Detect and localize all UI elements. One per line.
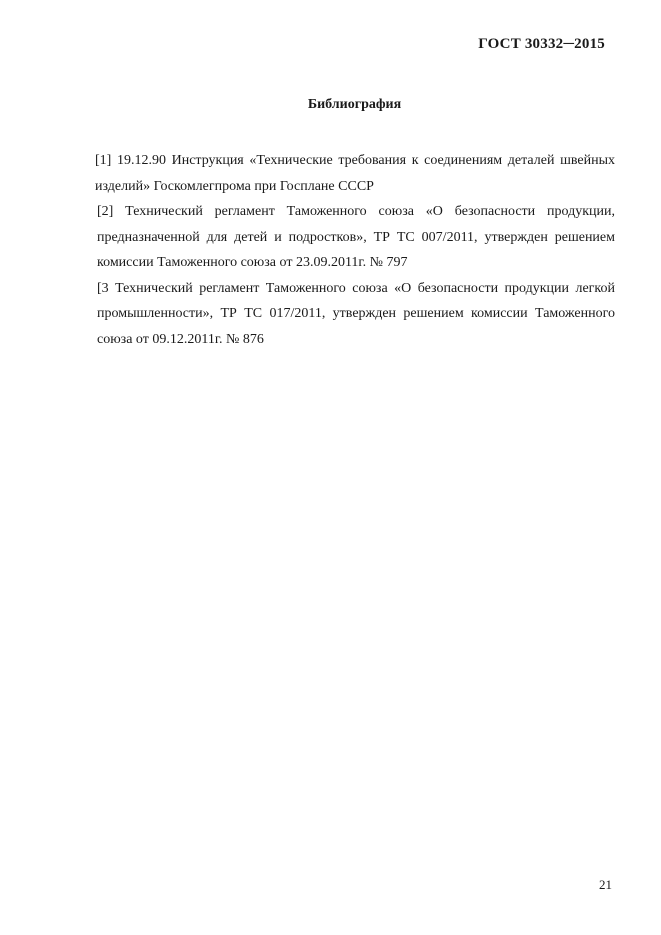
- bibliography-entry-3: [3 Технический регламент Таможенного союза «О безопасности продукции легкой промышленности», ТР ТС 017/2011, утвержден решением комиссии Таможенного союза от 09.12.2011г. № 876: [97, 280, 615, 347]
- bibliography-entry-2: [2] Технический регламент Таможенного союза «О безопасности продукции, предназначенной для детей и подростков», ТР ТС 007/2011, утвержден решением комиссии Таможенного союза от 23.09.2011г. № 797: [97, 204, 615, 270]
- bibliography-list: [95, 148, 615, 352]
- page-number: 21: [599, 877, 612, 892]
- document-code: ГОСТ 30332─2015: [478, 36, 605, 52]
- section-title: Библиография: [307, 97, 402, 112]
- bibliography-entry-1: [1] 19.12.90 Инструкция «Технические требования к соединениям деталей швейных изделий» Госкомлегпрома при Госплане СССР: [95, 153, 615, 194]
